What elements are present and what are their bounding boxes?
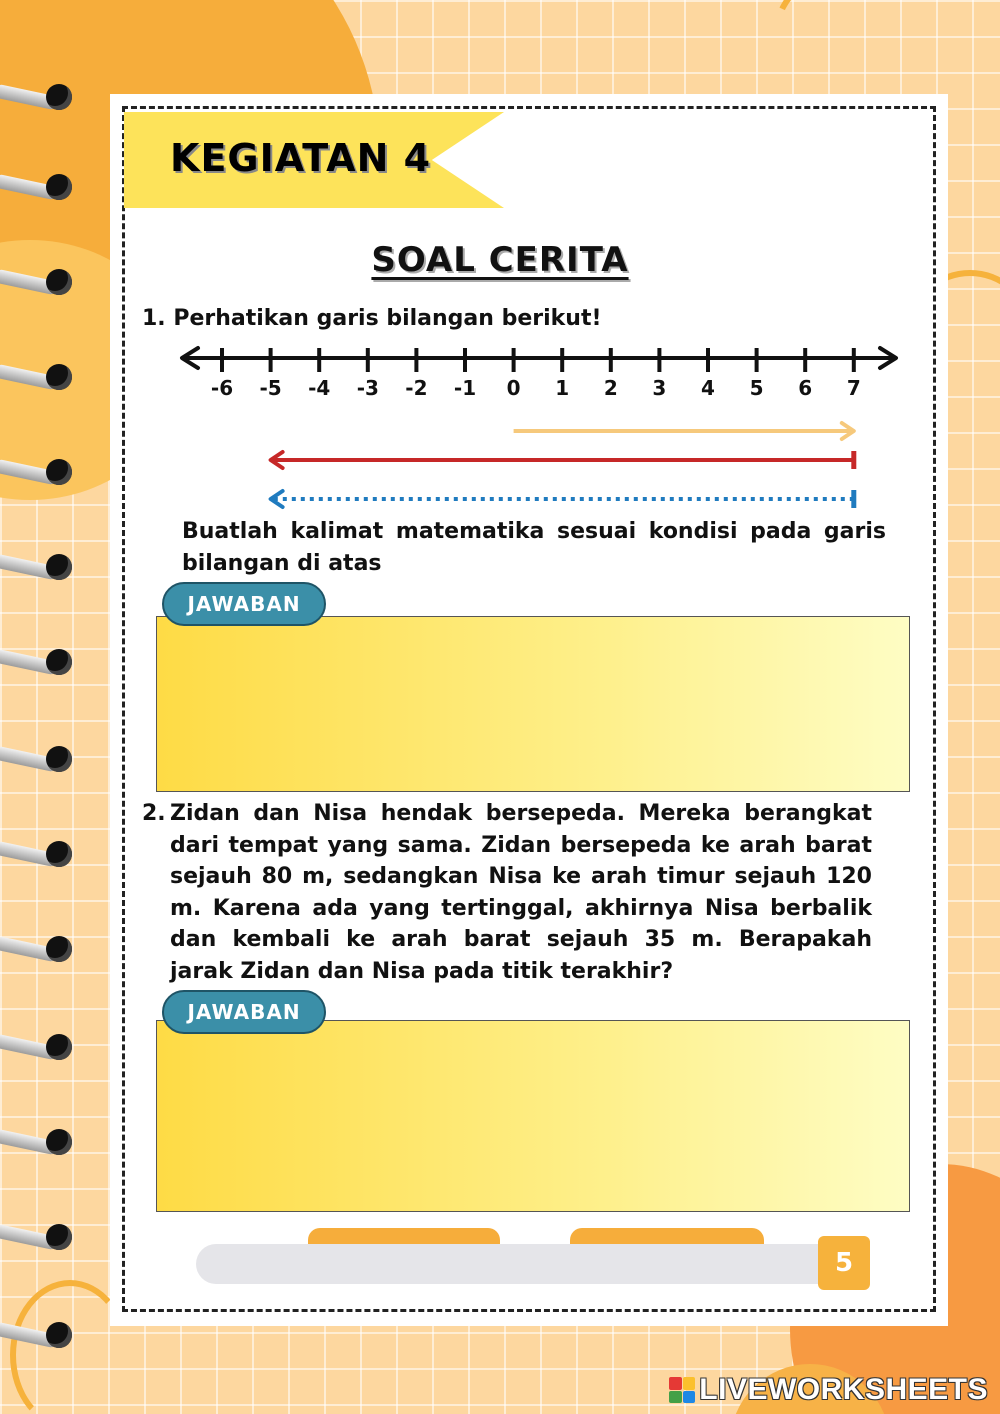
question-1-instruction: Buatlah kalimat matematika sesuai kondisi pada garis bilangan di atas	[182, 519, 886, 576]
ring-hole	[46, 936, 72, 962]
spiral-ring	[0, 80, 76, 120]
ring-hole	[46, 1224, 72, 1250]
question-1-number: 1.	[142, 306, 166, 331]
tick-label: 1	[555, 376, 570, 400]
brand-name: LIVEWORKSHEETS	[699, 1373, 988, 1406]
ring-hole	[46, 1129, 72, 1155]
ring-hole	[46, 554, 72, 580]
tick-label: 0	[506, 376, 521, 400]
tick-label: 4	[701, 376, 715, 400]
tick-label: -5	[259, 376, 282, 400]
activity-title: KEGIATAN 4	[170, 136, 432, 180]
ring-hole	[46, 364, 72, 390]
spiral-ring	[0, 360, 76, 400]
logo-square	[683, 1377, 696, 1390]
footer-bar	[196, 1244, 826, 1284]
ring-hole	[46, 649, 72, 675]
tick-label: -4	[308, 376, 331, 400]
question-2-number: 2.	[142, 801, 166, 826]
liveworksheets-logo-icon	[669, 1377, 695, 1403]
ring-hole	[46, 746, 72, 772]
spiral-ring	[0, 170, 76, 210]
question-2-text: Zidan dan Nisa hendak bersepeda. Mereka berangkat dari tempat yang sama. Zidan bersepeda ke arah barat sejauh 80 m, sedangkan Nisa ke arah timur sejauh 120 m. Karena ada yang tertinggal, akhirnya Nisa berbalik dan kembali ke arah barat sejauh 35 m. Berapakah jarak Zidan dan Nisa pada titik terakhir?	[170, 801, 872, 984]
answer-label-2: JAWABAN	[162, 990, 326, 1034]
question-2	[142, 798, 872, 987]
ring-hole	[46, 84, 72, 110]
tick-label: 6	[798, 376, 813, 400]
tick-label: -3	[356, 376, 379, 400]
tick-label: -6	[210, 376, 234, 400]
spiral-ring	[0, 645, 76, 685]
spiral-ring	[0, 1125, 76, 1165]
brand-watermark[interactable]	[669, 1372, 988, 1408]
spiral-ring	[0, 1220, 76, 1260]
tick-label: -2	[405, 376, 428, 400]
spiral-ring	[0, 742, 76, 782]
number-line-graphic	[170, 336, 910, 526]
spiral-ring	[0, 837, 76, 877]
ring-hole	[46, 1322, 72, 1348]
question-1-prompt	[142, 306, 602, 331]
tick-label: 3	[652, 376, 667, 400]
answer-label-1: JAWABAN	[162, 582, 326, 626]
logo-square	[669, 1391, 682, 1404]
tick-label: -1	[453, 376, 477, 400]
spiral-ring	[0, 550, 76, 590]
question-1-prompt-text: Perhatikan garis bilangan berikut!	[173, 306, 602, 331]
spiral-ring	[0, 1030, 76, 1070]
ring-hole	[46, 174, 72, 200]
tick-label: 5	[749, 376, 764, 400]
ring-hole	[46, 1034, 72, 1060]
tick-label: 7	[846, 376, 861, 400]
page-number: 5	[818, 1236, 870, 1290]
section-title: SOAL CERITA	[371, 240, 629, 280]
spiral-ring	[0, 1318, 76, 1358]
logo-square	[683, 1391, 696, 1404]
answer-box-1[interactable]	[156, 616, 910, 792]
answer-box-2[interactable]	[156, 1020, 910, 1212]
tick-label: 2	[603, 376, 618, 400]
spiral-ring	[0, 455, 76, 495]
number-line	[170, 336, 910, 526]
ring-hole	[46, 459, 72, 485]
logo-square	[669, 1377, 682, 1390]
ring-hole	[46, 841, 72, 867]
spiral-ring	[0, 932, 76, 972]
